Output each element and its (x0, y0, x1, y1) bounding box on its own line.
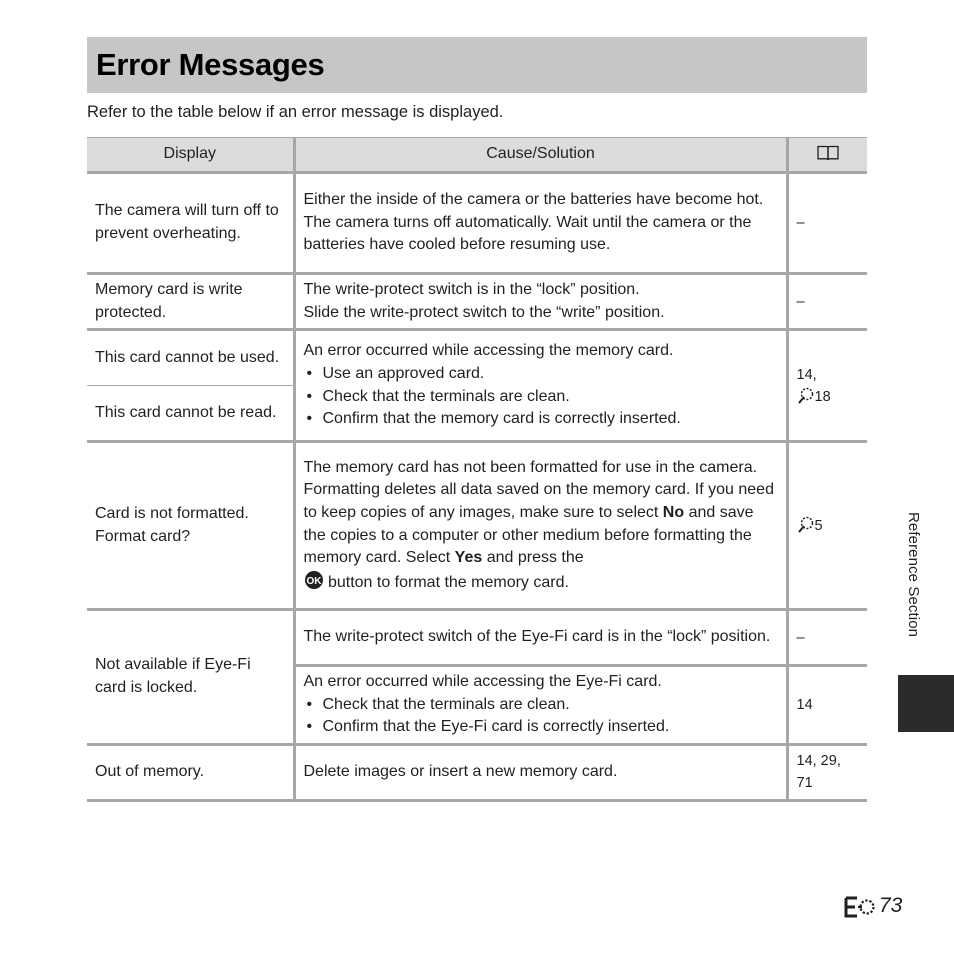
cause-text: and press the (482, 549, 584, 567)
cause-text: button to format the memory card. (323, 573, 569, 591)
display-cell: The camera will turn off to prevent overheating. (87, 173, 294, 274)
section-tab-marker (898, 675, 954, 732)
page-number-text: 73 (879, 894, 903, 917)
table-row (87, 274, 867, 330)
cause-line: The write-protect switch is in the “lock” position. (303, 280, 640, 298)
display-cell: Out of memory. (87, 745, 294, 801)
yes-option: Yes (454, 549, 483, 567)
list-item: • Check that the terminals are clean. (304, 386, 778, 409)
cause-cell (294, 330, 787, 442)
section-side-label (900, 512, 930, 672)
cause-text: and save the copies to a computer or other medium before formatting the memory card. Select (303, 503, 754, 567)
display-cell: This card cannot be read. (87, 386, 294, 442)
display-cell: This card cannot be used. (87, 330, 294, 386)
reference-section-icon (797, 386, 815, 404)
ref-cell (787, 442, 867, 610)
ref-cell: – (787, 173, 867, 274)
cause-line: The memory card has not been formatted for use in the camera. (303, 458, 758, 476)
cause-intro: An error occurred while accessing the memory card. (303, 342, 674, 360)
list-item: • Confirm that the memory card is correctly inserted. (304, 408, 778, 431)
title-bar (87, 37, 867, 93)
cause-intro: An error occurred while accessing the Eye-Fi card. (303, 673, 662, 691)
error-messages-table (87, 137, 867, 802)
list-item: • Confirm that the Eye-Fi card is correctly inserted. (304, 716, 778, 739)
ref-page: 14, (796, 366, 817, 383)
cause-line: The camera turns off automatically. Wait until the camera or the batteries have cooled before resuming use. (303, 213, 752, 254)
cause-cell (294, 274, 787, 330)
table-row (87, 173, 867, 274)
display-cell: Memory card is write protected. (87, 274, 294, 330)
cause-text: Formatting deletes all data saved on the memory card. If you need to keep copies of any images, make sure to select (303, 481, 774, 521)
ref-cell: – (787, 610, 867, 666)
ref-cell: 14 (787, 666, 867, 745)
svg-text:OK: OK (306, 575, 321, 587)
reference-section-icon (797, 515, 815, 533)
cause-bullets (304, 694, 778, 739)
table-header-row (87, 138, 867, 173)
cause-bullets (304, 363, 778, 431)
cause-line (304, 479, 778, 569)
table-row (87, 745, 867, 801)
cause-cell (294, 173, 787, 274)
ref-page: 5 (814, 517, 823, 534)
ok-button-icon (304, 570, 324, 590)
list-item: • Check that the terminals are clean. (304, 694, 778, 717)
header-cause: Cause/Solution (294, 138, 787, 173)
cause-cell (294, 442, 787, 610)
header-reference (787, 138, 867, 173)
ref-line (797, 386, 860, 408)
ref-cell (787, 330, 867, 442)
cause-line: Either the inside of the camera or the batteries have become hot. (303, 191, 764, 209)
header-display: Display (87, 138, 294, 173)
display-cell: Card is not formatted. Format card? (87, 442, 294, 610)
cause-line (304, 570, 778, 595)
intro-text: Refer to the table below if an error message is displayed. (87, 103, 504, 121)
cause-cell: The write-protect switch of the Eye-Fi card is in the “lock” position. (294, 610, 787, 666)
side-label-text: Reference Section (905, 512, 922, 638)
table-row (87, 330, 867, 386)
table-row (87, 442, 867, 610)
book-icon (817, 145, 839, 161)
ref-cell: – (787, 274, 867, 330)
cause-line: Slide the write-protect switch to the “write” position. (303, 303, 665, 321)
ref-page: 18 (814, 388, 831, 405)
cause-cell (294, 666, 787, 745)
list-item: • Use an approved card. (304, 363, 778, 386)
ref-cell: 14, 29, 71 (787, 745, 867, 801)
cause-cell: Delete images or insert a new memory card. (294, 745, 787, 801)
page-title: Error Messages (96, 47, 325, 82)
reference-section-e-icon (843, 896, 877, 918)
display-cell: Not available if Eye-Fi card is locked. (87, 610, 294, 745)
no-option: No (662, 503, 685, 521)
table-row (87, 610, 867, 666)
